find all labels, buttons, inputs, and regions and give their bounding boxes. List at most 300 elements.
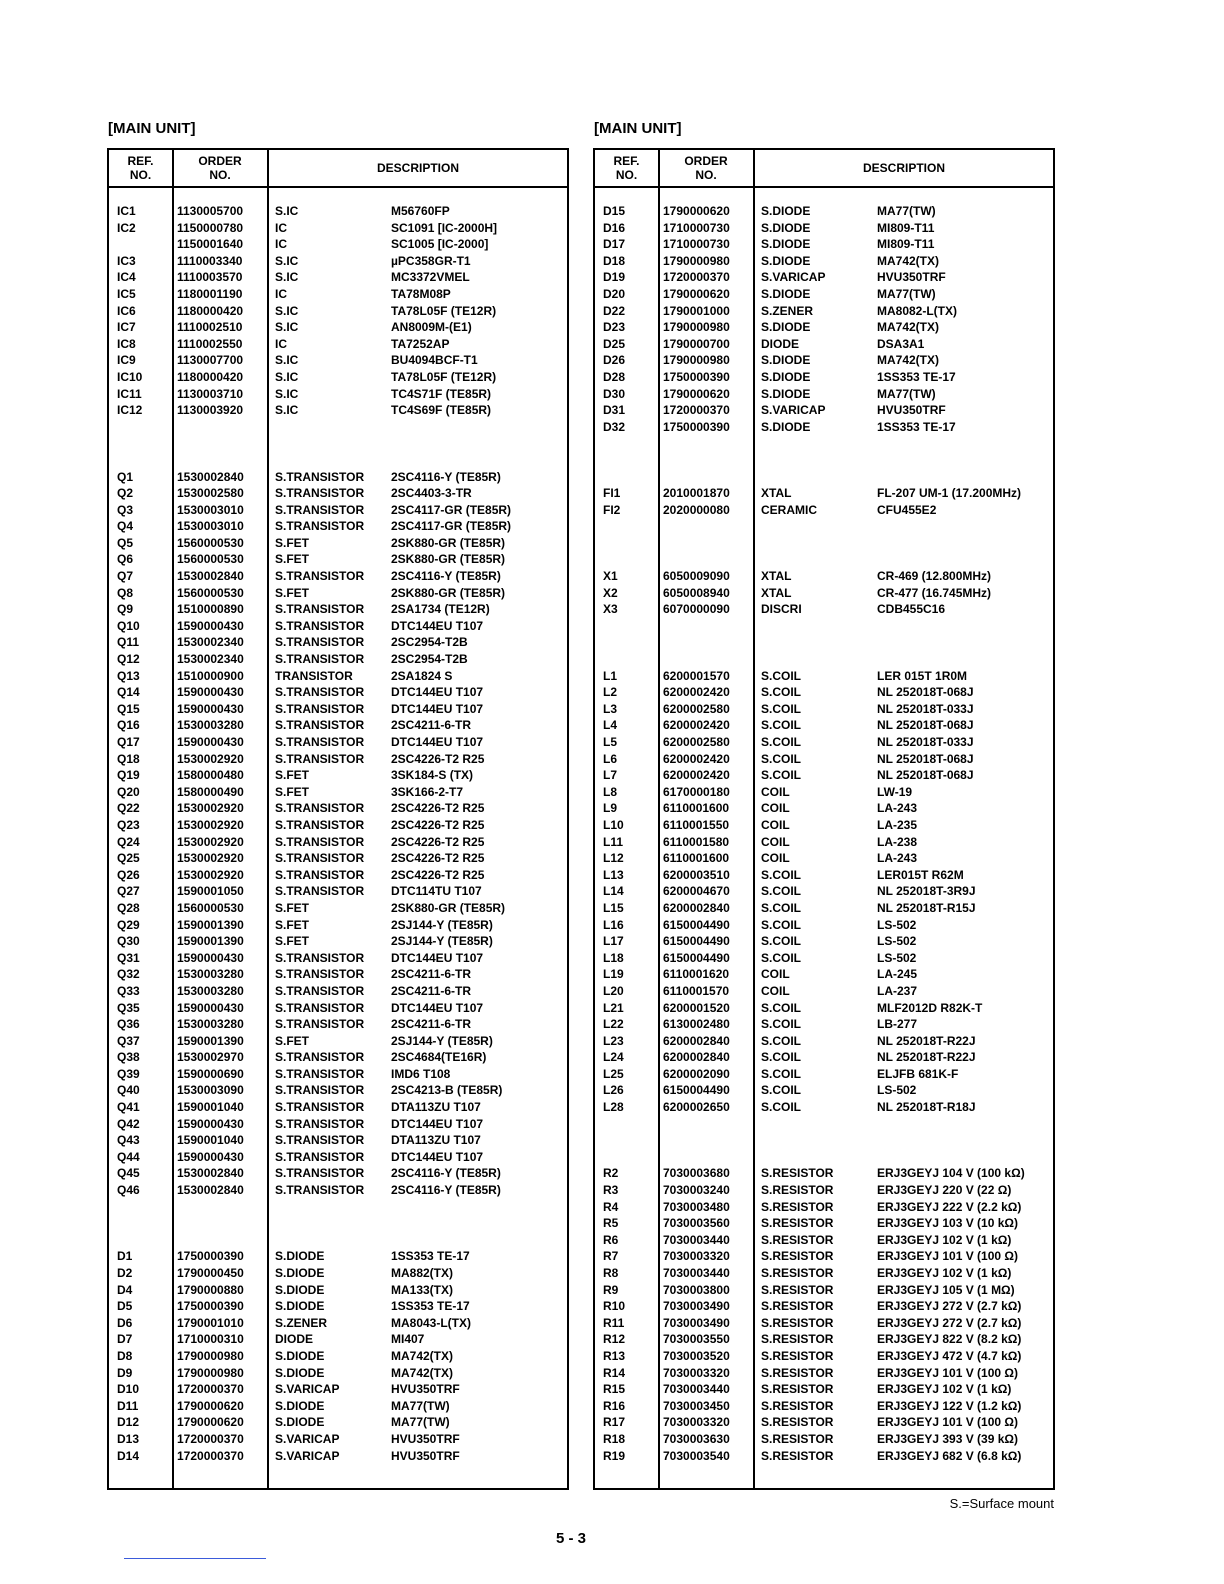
ref-no: Q32 [117, 967, 140, 982]
table-row [595, 319, 1053, 336]
part-number: NL 252018T-R15J [877, 900, 976, 915]
part-type: S.TRANSISTOR [275, 1116, 365, 1131]
part-number: CDB455C16 [877, 602, 946, 617]
part-type: S.DIODE [275, 1249, 325, 1264]
table-row [109, 634, 567, 651]
ref-no: Q45 [117, 1166, 140, 1181]
part-number: MA77(TW) [877, 286, 936, 301]
order-no: 7030003680 [663, 1166, 730, 1181]
order-no: 1530003280 [177, 718, 244, 733]
order-no: 6200002840 [663, 1050, 730, 1065]
part-type: S.TRANSISTOR [275, 1133, 365, 1148]
order-no: 7030003320 [663, 1365, 730, 1380]
ref-no: Q18 [117, 751, 140, 766]
ref-no: Q17 [117, 735, 140, 749]
part-number: MLF2012D R82K-T [877, 1000, 983, 1015]
part-number: 3SK166-2-T7 [391, 784, 464, 799]
part-number: 2SC4116-Y (TE85R) [391, 569, 501, 584]
order-no-header: ORDER NO. [198, 154, 242, 182]
table-row [109, 900, 567, 917]
order-no: 1110003340 [177, 253, 243, 268]
ref-no: Q33 [117, 983, 140, 998]
table-row [595, 1398, 1053, 1415]
part-type: S.TRANSISTOR [275, 1050, 365, 1065]
part-type: S.TRANSISTOR [275, 701, 365, 716]
order-no: 6110001550 [663, 817, 730, 832]
order-no: 1590001040 [177, 1100, 244, 1115]
part-type: S.TRANSISTOR [275, 469, 365, 484]
order-no: 1590001050 [177, 884, 244, 899]
ref-no: D14 [117, 1448, 140, 1463]
order-no: 1530003280 [177, 983, 244, 998]
part-type: S.FET [275, 917, 310, 932]
ref-no: D25 [603, 336, 626, 351]
part-type: DISCRI [761, 602, 802, 617]
table-row [595, 352, 1053, 369]
part-type: S.TRANSISTOR [275, 519, 365, 534]
part-type: S.DIODE [761, 386, 811, 401]
order-no: 1130007700 [177, 353, 244, 368]
table-row [595, 369, 1053, 386]
table-row [109, 303, 567, 320]
table-row [109, 1165, 567, 1182]
ref-no: Q24 [117, 834, 140, 849]
table-row [109, 336, 567, 353]
table-row [109, 518, 567, 535]
right-section-title: [MAIN UNIT] [594, 120, 682, 137]
part-number: 2SC4226-T2 R25 [391, 834, 485, 849]
part-type: COIL [761, 784, 790, 799]
part-type: S.IC [275, 353, 299, 368]
ref-no: L1 [603, 668, 618, 683]
part-number: 2SC4211-6-TR [391, 718, 472, 733]
order-no: 1530002970 [177, 1050, 244, 1065]
description-header: DESCRIPTION [376, 161, 459, 175]
table-row [109, 203, 567, 220]
table-row [109, 601, 567, 618]
table-row [595, 253, 1053, 270]
order-no: 1530003280 [177, 967, 244, 982]
order-no: 6200004670 [663, 884, 730, 899]
part-type: S.RESISTOR [761, 1348, 834, 1363]
ref-no: R6 [603, 1232, 619, 1247]
order-no: 7030003540 [663, 1448, 730, 1463]
table-row [109, 734, 567, 751]
order-no: 1790000980 [663, 320, 730, 335]
ref-no: Q44 [117, 1149, 140, 1164]
part-number: MI407 [391, 1332, 425, 1347]
part-type: XTAL [761, 585, 792, 600]
part-type: S.DIODE [761, 237, 811, 252]
ref-no: R4 [603, 1199, 619, 1214]
table-row [595, 502, 1053, 519]
table-row [595, 983, 1053, 1000]
order-no: 1560000530 [177, 552, 244, 567]
table-row [109, 1365, 567, 1382]
part-type: S.FET [275, 768, 310, 783]
table-row [595, 452, 1053, 469]
part-number: LS-502 [877, 934, 917, 949]
order-no: 1110003570 [177, 270, 243, 285]
part-number: MA742(TX) [877, 353, 940, 368]
table-row [595, 634, 1053, 651]
part-type: S.TRANSISTOR [275, 685, 365, 700]
ref-no: L23 [603, 1033, 624, 1048]
part-number: ERJ3GEYJ 101 V (100 Ω) [877, 1365, 1019, 1380]
ref-no: D9 [117, 1365, 133, 1380]
order-no: 1790000620 [663, 204, 730, 218]
part-number: 2SC4226-T2 R25 [391, 751, 485, 766]
part-number: LA-238 [877, 834, 918, 849]
ref-no: IC10 [117, 369, 143, 384]
ref-no: Q1 [117, 469, 134, 484]
part-type: S.DIODE [761, 353, 811, 368]
part-type: COIL [761, 817, 790, 832]
order-no: 7030003440 [663, 1382, 730, 1397]
part-number: 2SC2954-T2B [391, 652, 468, 667]
table-row [595, 817, 1053, 834]
ref-no: Q30 [117, 934, 140, 949]
ref-no: D17 [603, 237, 626, 252]
order-no: 1720000370 [177, 1448, 244, 1463]
part-type: S.RESISTOR [761, 1382, 834, 1397]
part-type: S.RESISTOR [761, 1266, 834, 1280]
part-number: 1SS353 TE-17 [391, 1249, 470, 1264]
part-type: S.TRANSISTOR [275, 718, 365, 733]
table-row [595, 1365, 1053, 1382]
table-row [109, 717, 567, 734]
order-no: 6200002650 [663, 1100, 730, 1115]
part-number: 2SC4226-T2 R25 [391, 817, 485, 832]
ref-no: L12 [603, 851, 624, 866]
order-no: 1790000980 [177, 1365, 244, 1380]
order-no: 1530002920 [177, 834, 244, 849]
ref-no: Q13 [117, 668, 140, 683]
ref-no: Q11 [117, 635, 140, 650]
part-number: LA-243 [877, 851, 918, 866]
order-no: 7030003450 [663, 1398, 730, 1413]
part-type: COIL [761, 983, 790, 998]
table-row [109, 1182, 567, 1199]
part-number: CR-469 (12.800MHz) [877, 569, 992, 584]
part-type: S.RESISTOR [761, 1398, 834, 1413]
table-row [595, 684, 1053, 701]
order-no: 6200002420 [663, 718, 730, 733]
order-no: 1590000430 [177, 1149, 244, 1164]
order-no: 7030003480 [663, 1199, 730, 1214]
ref-no: L6 [603, 751, 618, 766]
part-type: S.RESISTOR [761, 1249, 834, 1264]
table-row [595, 651, 1053, 668]
order-no: 1530002920 [177, 851, 244, 866]
order-no: 1530002920 [177, 817, 244, 832]
part-type: S.TRANSISTOR [275, 1100, 365, 1115]
ref-no: D18 [603, 253, 626, 268]
order-no: 7030003320 [663, 1249, 730, 1264]
table-row [595, 1082, 1053, 1099]
table-row [109, 1016, 567, 1033]
part-type: S.TRANSISTOR [275, 801, 365, 816]
ref-no: D16 [603, 220, 626, 235]
part-number: MA77(TW) [391, 1398, 450, 1413]
part-type: S.TRANSISTOR [275, 1183, 365, 1198]
ref-no: Q46 [117, 1183, 140, 1198]
ref-no: D15 [603, 204, 626, 218]
ref-no: IC9 [117, 353, 136, 368]
part-type: S.DIODE [761, 320, 811, 335]
part-number: 2SA1734 (TE12R) [391, 602, 490, 617]
part-type: S.TRANSISTOR [275, 569, 365, 584]
order-no: 1590001390 [177, 934, 244, 949]
order-no: 7030003490 [663, 1315, 730, 1330]
ref-no: X1 [603, 569, 618, 584]
part-number: 2SC4213-B (TE85R) [391, 1083, 503, 1098]
table-row [595, 336, 1053, 353]
part-number: 2SC2954-T2B [391, 635, 468, 650]
ref-no: IC5 [117, 286, 136, 301]
part-type: S.DIODE [275, 1365, 325, 1380]
table-row [595, 1381, 1053, 1398]
table-row [595, 485, 1053, 502]
table-row [109, 1049, 567, 1066]
part-type: S.IC [275, 303, 299, 318]
order-no: 1180000420 [177, 369, 244, 384]
part-type: S.COIL [761, 1083, 802, 1098]
ref-no: L24 [603, 1050, 624, 1065]
part-type: S.TRANSISTOR [275, 1017, 365, 1032]
part-type: S.DIODE [275, 1348, 325, 1363]
ref-no: R7 [603, 1249, 619, 1264]
part-number: ERJ3GEYJ 104 V (100 kΩ) [877, 1166, 1025, 1181]
part-type: S.COIL [761, 1033, 802, 1048]
part-number: 2SC4116-Y (TE85R) [391, 469, 501, 484]
ref-no: Q15 [117, 701, 140, 716]
ref-no: D6 [117, 1315, 133, 1330]
part-number: IMD6 T108 [391, 1066, 451, 1081]
ref-no: R15 [603, 1382, 626, 1397]
ref-no: R12 [603, 1332, 626, 1347]
part-type: S.IC [275, 320, 299, 335]
ref-no: Q12 [117, 652, 140, 667]
order-no: 1510000890 [177, 602, 244, 617]
order-no: 1750000390 [177, 1299, 244, 1314]
table-row [595, 1331, 1053, 1348]
part-number: NL 252018T-068J [877, 768, 974, 783]
part-number: 2SC4684(TE16R) [391, 1050, 487, 1065]
table-row [595, 883, 1053, 900]
part-type: S.TRANSISTOR [275, 1066, 365, 1081]
part-number: LW-19 [877, 784, 913, 799]
order-no: 1590000690 [177, 1066, 244, 1081]
ref-no: D7 [117, 1332, 133, 1347]
order-no: 7030003240 [663, 1183, 730, 1198]
table-row [595, 734, 1053, 751]
order-no: 1590000430 [177, 618, 244, 633]
ref-no: IC6 [117, 303, 136, 318]
part-number: NL 252018T-068J [877, 751, 974, 766]
part-type: S.IC [275, 253, 299, 268]
order-no: 6150004490 [663, 1083, 730, 1098]
part-type: S.COIL [761, 917, 802, 932]
part-number: 2SC4226-T2 R25 [391, 851, 485, 866]
part-type: S.COIL [761, 867, 802, 882]
order-no: 1790000980 [663, 253, 730, 268]
table-row [595, 900, 1053, 917]
order-no: 1530002840 [177, 1183, 244, 1198]
part-number: 2SC4403-3-TR [391, 486, 472, 501]
part-number: ERJ3GEYJ 102 V (1 kΩ) [877, 1382, 1012, 1397]
order-no: 6200002580 [663, 735, 730, 749]
part-number: HVU350TRF [877, 270, 946, 285]
ref-no: L25 [603, 1066, 624, 1081]
part-number: ERJ3GEYJ 220 V (22 Ω) [877, 1183, 1012, 1198]
part-type: S.COIL [761, 950, 802, 965]
ref-no: L8 [603, 784, 618, 799]
ref-no: L11 [603, 834, 624, 849]
order-no: 1790000620 [663, 386, 730, 401]
part-number: ERJ3GEYJ 102 V (1 kΩ) [877, 1232, 1012, 1247]
part-number: CFU455E2 [877, 502, 937, 517]
order-no: 1790001010 [177, 1315, 244, 1330]
part-number: NL 252018T-3R9J [877, 884, 976, 899]
part-number: DTC144EU T107 [391, 618, 484, 633]
ref-no: Q7 [117, 569, 134, 584]
part-number: SC1005 [IC-2000] [391, 237, 489, 252]
ref-no: Q36 [117, 1017, 140, 1032]
ref-no: R3 [603, 1183, 619, 1198]
table-row [595, 1298, 1053, 1315]
part-number: MA742(TX) [877, 320, 940, 335]
ref-no: D20 [603, 286, 626, 301]
table-row [109, 883, 567, 900]
ref-no: Q31 [117, 950, 140, 965]
part-type: S.DIODE [761, 369, 811, 384]
ref-no-header: REF. NO. [613, 154, 640, 182]
ref-no: D11 [117, 1398, 139, 1413]
table-row [595, 1315, 1053, 1332]
order-no: 1750000390 [663, 369, 730, 384]
table-row [595, 601, 1053, 618]
table-row [109, 1448, 567, 1465]
table-row [109, 1282, 567, 1299]
order-no: 1590001390 [177, 1033, 244, 1048]
order-no: 1710000310 [177, 1332, 244, 1347]
table-row [595, 1099, 1053, 1116]
ref-no: Q22 [117, 801, 140, 816]
table-row [109, 386, 567, 403]
table-row [595, 1066, 1053, 1083]
order-no: 1130003710 [177, 386, 244, 401]
order-no: 1590001390 [177, 917, 244, 932]
part-type: S.VARICAP [761, 270, 826, 285]
table-row [109, 668, 567, 685]
order-no: 1720000370 [663, 270, 730, 285]
ref-no: R8 [603, 1266, 619, 1280]
part-number: LER015T R62M [877, 867, 964, 882]
ref-no: D10 [117, 1382, 140, 1397]
part-type: XTAL [761, 569, 792, 584]
order-no: 6200002420 [663, 768, 730, 783]
table-row [109, 502, 567, 519]
part-type: S.DIODE [275, 1299, 325, 1314]
table-row [595, 568, 1053, 585]
part-number: ERJ3GEYJ 103 V (10 kΩ) [877, 1216, 1019, 1231]
table-row [109, 1331, 567, 1348]
part-number: HVU350TRF [877, 403, 946, 418]
ref-no: Q4 [117, 519, 134, 534]
ref-no: Q8 [117, 585, 134, 600]
order-no: 1530002920 [177, 751, 244, 766]
table-row [595, 1348, 1053, 1365]
part-number: BU4094BCF-T1 [391, 353, 478, 368]
table-row [109, 784, 567, 801]
ref-no: Q39 [117, 1066, 140, 1081]
ref-no: Q35 [117, 1000, 140, 1015]
part-number: LA-235 [877, 817, 918, 832]
part-number: DTA113ZU T107 [391, 1100, 481, 1115]
part-number: ERJ3GEYJ 102 V (1 kΩ) [877, 1266, 1012, 1280]
part-number: ERJ3GEYJ 272 V (2.7 kΩ) [877, 1299, 1022, 1314]
part-number: 2SJ144-Y (TE85R) [391, 934, 493, 949]
ref-no: Q3 [117, 502, 134, 517]
table-row [595, 1248, 1053, 1265]
table-row [109, 485, 567, 502]
part-number: ERJ3GEYJ 101 V (100 Ω) [877, 1415, 1019, 1430]
table-row [109, 1132, 567, 1149]
order-no: 6110001620 [663, 967, 730, 982]
table-row [109, 834, 567, 851]
ref-no: Q16 [117, 718, 140, 733]
ref-no: R17 [603, 1415, 626, 1430]
table-row [595, 1149, 1053, 1166]
part-number: DTC144EU T107 [391, 735, 484, 749]
table-row [109, 319, 567, 336]
order-no: 1110002550 [177, 336, 243, 351]
ref-no: R5 [603, 1216, 619, 1231]
order-no: 6130002480 [663, 1017, 730, 1032]
part-type: S.TRANSISTOR [275, 486, 365, 501]
part-number: MA77(TW) [877, 204, 936, 218]
part-number: MA742(TX) [877, 253, 940, 268]
ref-no: D4 [117, 1282, 133, 1297]
part-number: ERJ3GEYJ 472 V (4.7 kΩ) [877, 1348, 1022, 1363]
ref-no: Q9 [117, 602, 134, 617]
part-number: HVU350TRF [391, 1431, 460, 1446]
table-row [595, 419, 1053, 436]
ref-no: L3 [603, 701, 618, 716]
part-type: S.DIODE [275, 1398, 325, 1413]
part-type: S.IC [275, 204, 299, 218]
part-number: MA882(TX) [391, 1266, 454, 1280]
table-row [595, 618, 1053, 635]
table-row [109, 1381, 567, 1398]
ref-no: X2 [603, 585, 618, 600]
order-no: 6200002420 [663, 751, 730, 766]
part-number: 1SS353 TE-17 [877, 419, 956, 434]
part-number: TA78M08P [391, 286, 451, 301]
table-row [595, 1414, 1053, 1431]
order-no: 7030003630 [663, 1431, 730, 1446]
part-number: AN8009M-(E1) [391, 320, 472, 335]
part-number: 2SA1824 S [391, 668, 453, 683]
part-type: CERAMIC [761, 502, 817, 517]
part-type: S.VARICAP [275, 1382, 340, 1397]
part-type: S.RESISTOR [761, 1232, 834, 1247]
ref-no: L28 [603, 1100, 624, 1115]
ref-no: D12 [117, 1415, 140, 1430]
part-number: DTC144EU T107 [391, 685, 484, 700]
part-type: S.TRANSISTOR [275, 652, 365, 667]
